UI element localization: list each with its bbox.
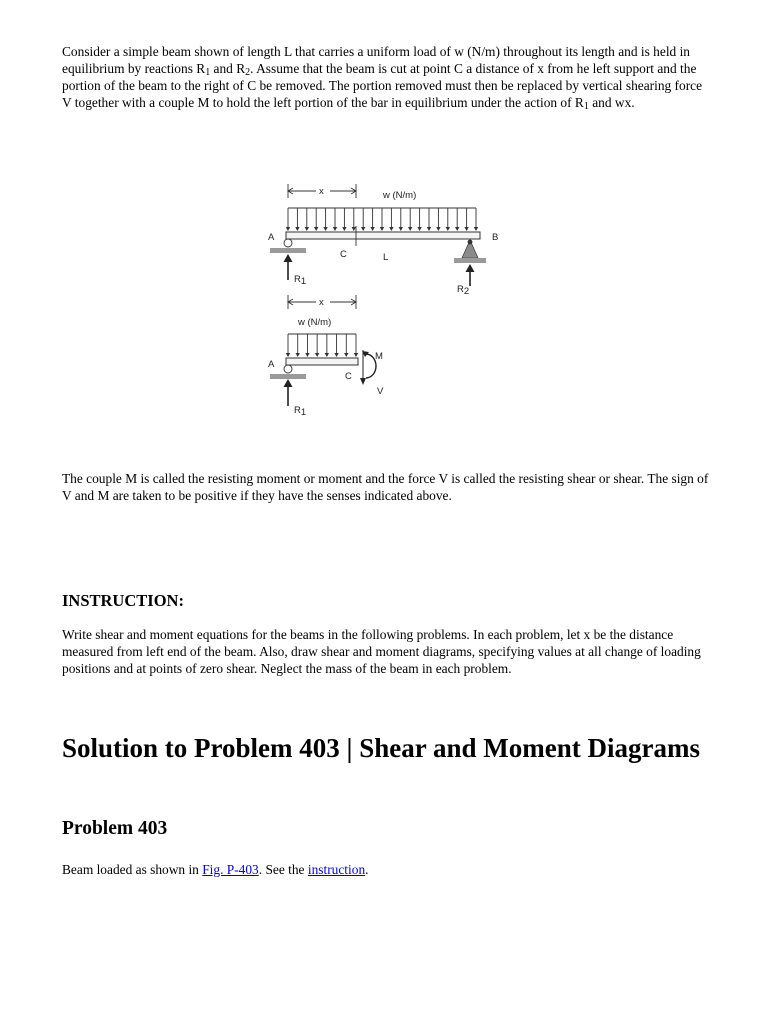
top-b-label: B [492, 232, 499, 243]
bottom-x-label: x [319, 297, 324, 308]
instruction-paragraph: Write shear and moment equations for the beams in the following problems. In each problem, let x be the distance measured from left end of the beam. Also, draw shear and moment diagrams, specifying values at all change of loading positions and at points of zero shear. Neglect the mass of the beam in each problem. [62, 627, 701, 676]
intro-subscript-2: 2 [245, 67, 251, 78]
instruction-link[interactable]: instruction [307, 862, 366, 877]
fig-p403-link[interactable]: Fig. P-403 [202, 862, 259, 877]
bottom-w-label: w (N/m) [298, 317, 332, 328]
bottom-v-label: V [377, 386, 384, 397]
intro-text-3: . Assume that the beam is cut at point C a distance of x from he left support and the portion of the beam to the right of C be removed. The portion removed must then be replaced by vertical shearing force V together with a couple M to hold the left portion of the bar in equilibrium under the action of R [62, 61, 703, 110]
problem-heading: Problem 403 [62, 818, 168, 839]
bottom-c-label: C [345, 371, 352, 382]
intro-text-2: and R [210, 61, 246, 76]
intro-text-4: and wx. [588, 95, 635, 110]
problem-paragraph [62, 861, 712, 878]
bottom-beam [286, 358, 358, 365]
beam-diagram-svg [258, 178, 508, 424]
top-a-label: A [268, 232, 275, 243]
top-r2-label: R2 [457, 284, 470, 297]
top-x-label: x [319, 186, 324, 197]
top-c-label: C [340, 249, 347, 260]
problem-text-3: . [365, 862, 369, 877]
intro-subscript-1: 1 [205, 67, 211, 78]
bottom-a-label: A [268, 359, 275, 370]
bottom-r1-label: R1 [294, 405, 307, 418]
top-r1-label: R1 [294, 274, 307, 287]
couple-paragraph: The couple M is called the resisting moment or moment and the force V is called the resisting shear or shear. The sign of V and M are taken to be positive if they have the senses indicated above. [62, 471, 709, 503]
problem-text-2: . See the [258, 862, 308, 877]
solution-title: Solution to Problem 403 | Shear and Moment Diagrams [62, 733, 700, 763]
top-w-label: w (N/m) [383, 190, 417, 201]
top-l-label: L [383, 252, 389, 263]
top-beam [286, 232, 480, 239]
instruction-heading: INSTRUCTION: [62, 591, 184, 610]
intro-text-1: Consider a simple beam shown of length L that carries a uniform load of w (N/m) throughout its length and is held in equilibrium by reactions R [62, 44, 690, 76]
intro-subscript-3: 1 [583, 101, 589, 112]
beam-figure [258, 178, 508, 424]
problem-text-1: Beam loaded as shown in [62, 862, 203, 877]
intro-paragraph [62, 43, 712, 111]
bottom-m-label: M [375, 351, 383, 362]
